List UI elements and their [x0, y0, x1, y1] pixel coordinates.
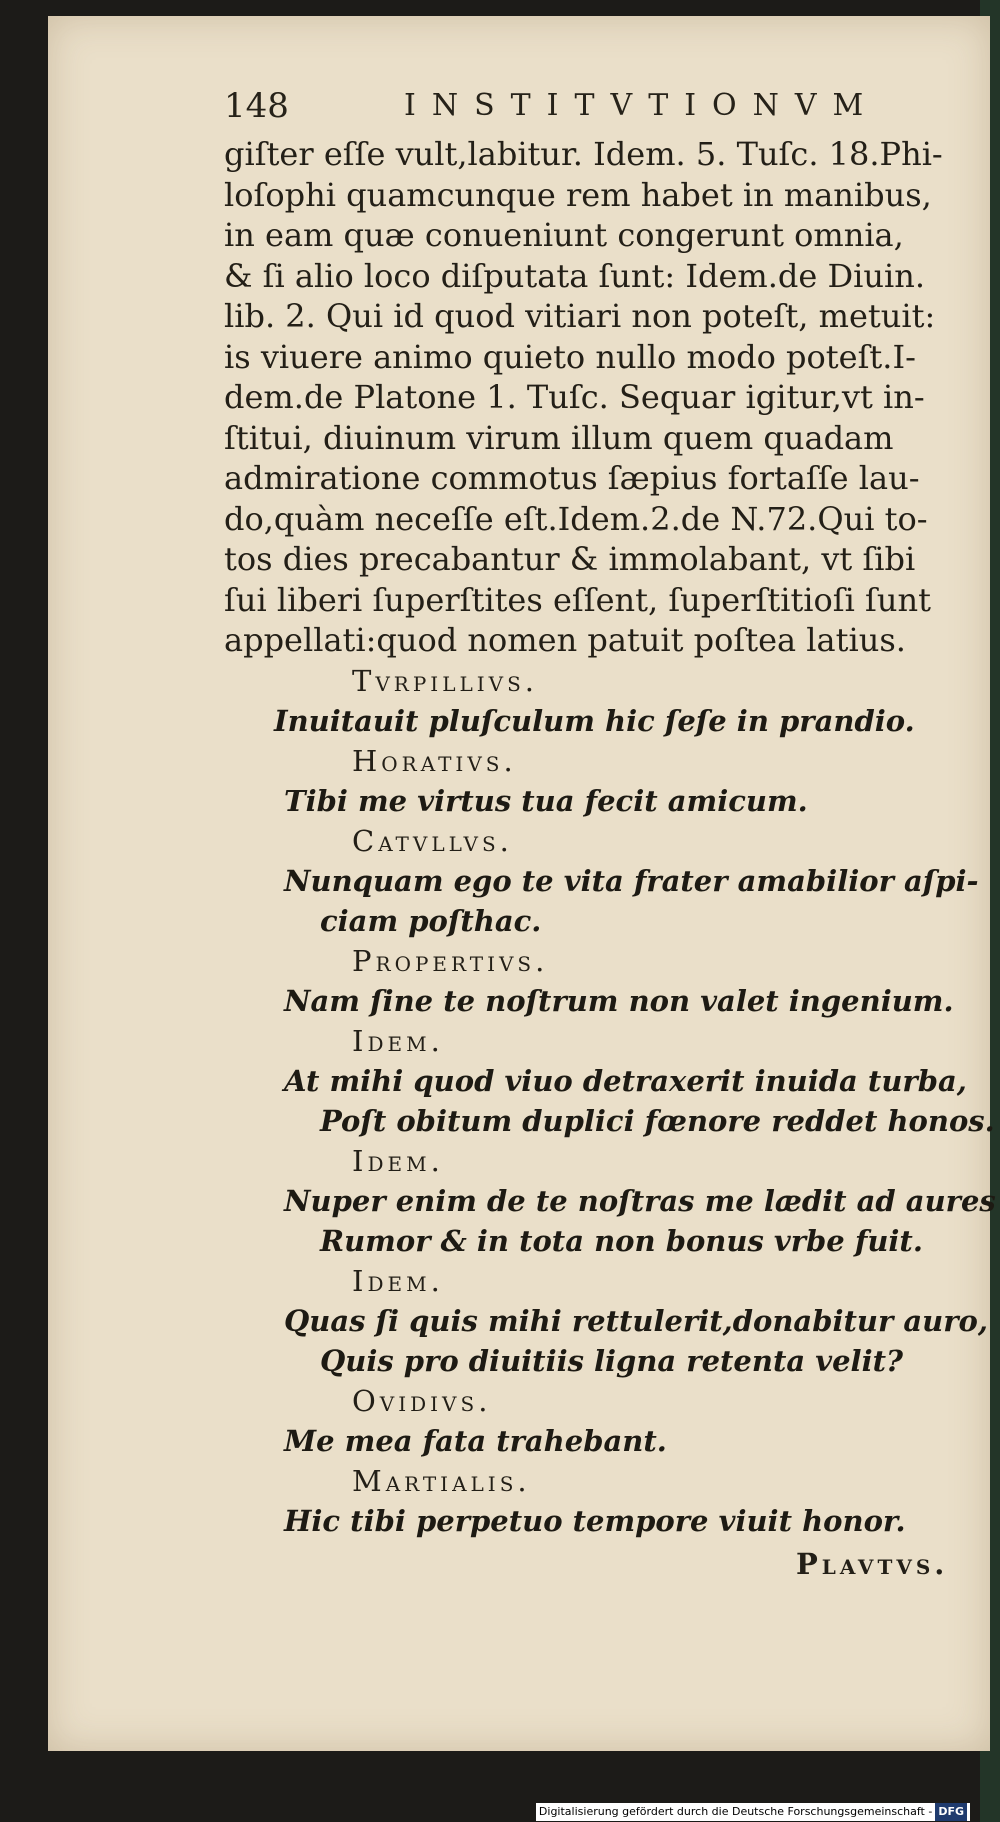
author-heading: Tvrpillivs. [352, 663, 539, 698]
verse-line: Rumor & in tota non bonus vrbe fuit. [320, 1223, 923, 1258]
verse-line: Nuper enim de te noſtras me lædit ad aures [284, 1183, 996, 1218]
prose-line: appellati:quod nomen patuit poſtea latius. [224, 621, 906, 659]
author-heading: Horativs. [352, 743, 517, 778]
dfg-logo: DFG [935, 1803, 967, 1821]
credit-text: Digitalisierung gefördert durch die Deutsche Forschungsgemeinschaft - [538, 1805, 933, 1818]
catchword: Plavtvs. [796, 1547, 949, 1581]
prose-line: tos dies precabantur & immolabant, vt ſibi [224, 540, 916, 578]
digitization-credit [536, 1803, 970, 1821]
running-title: INSTITVTIONVM [404, 88, 880, 123]
verse-line: At mihi quod viuo detraxerit inuida turba, [284, 1063, 967, 1098]
author-heading: Ovidivs. [352, 1383, 492, 1418]
verse-line: Poſt obitum duplici fœnore reddet honos. [320, 1103, 995, 1138]
book-page [48, 16, 996, 1751]
author-heading: Catvllvs. [352, 823, 513, 858]
prose-line: admiratione commotus ſæpius fortaſſe lau- [224, 459, 920, 497]
prose-line: dem.de Platone 1. Tuſc. Sequar igitur,vt in- [224, 378, 925, 416]
verse-line: Quas ſi quis mihi rettulerit,donabitur auro, [284, 1303, 988, 1338]
author-heading: Idem. [352, 1143, 444, 1178]
verse-line: ciam poſthac. [320, 903, 542, 938]
author-heading: Propertivs. [352, 943, 549, 978]
prose-block [224, 134, 974, 661]
prose-line: in eam quæ conueniunt congerunt omnia, [224, 216, 904, 254]
author-heading: Idem. [352, 1263, 444, 1298]
prose-line: lib. 2. Qui id quod vitiari non poteſt, metuit: [224, 297, 936, 335]
verse-line: Hic tibi perpetuo tempore viuit honor. [284, 1503, 906, 1538]
prose-line: ſui liberi ſuperſtites eſſent, ſuperſtitioſi ſunt [224, 580, 931, 619]
prose-line: & ſi alio loco diſputata ſunt: Idem.de Diuin. [224, 256, 926, 295]
author-heading: Martialis. [352, 1463, 531, 1498]
quotations-block [224, 661, 996, 1541]
verse-line: Nam ſine te noſtrum non valet ingenium. [284, 983, 954, 1018]
verse-line: Me mea fata trahebant. [284, 1423, 667, 1458]
prose-line: is viuere animo quieto nullo modo poteſt.I- [224, 337, 916, 376]
prose-line: ſtitui, diuinum virum illum quem quadam [224, 418, 894, 457]
prose-line: do,quàm neceſſe eſt.Idem.2.de N.72.Qui to- [224, 499, 928, 538]
body-text [224, 134, 996, 1541]
verse-line: Quis pro diuitiis ligna retenta velit? [320, 1343, 903, 1378]
verse-line: Tibi me virtus tua fecit amicum. [284, 783, 808, 818]
verse-line: Inuitauit pluſculum hic ſeſe in prandio. [274, 703, 915, 738]
verse-line: Nunquam ego te vita frater amabilior aſpi- [284, 863, 979, 898]
prose-line: giſter eſſe vult,labitur. Idem. 5. Tuſc. 18.Phi- [224, 135, 943, 173]
author-heading: Idem. [352, 1023, 444, 1058]
page-header [224, 86, 880, 136]
page-number: 148 [224, 86, 289, 126]
prose-line: loſophi quamcunque rem habet in manibus, [224, 175, 932, 214]
